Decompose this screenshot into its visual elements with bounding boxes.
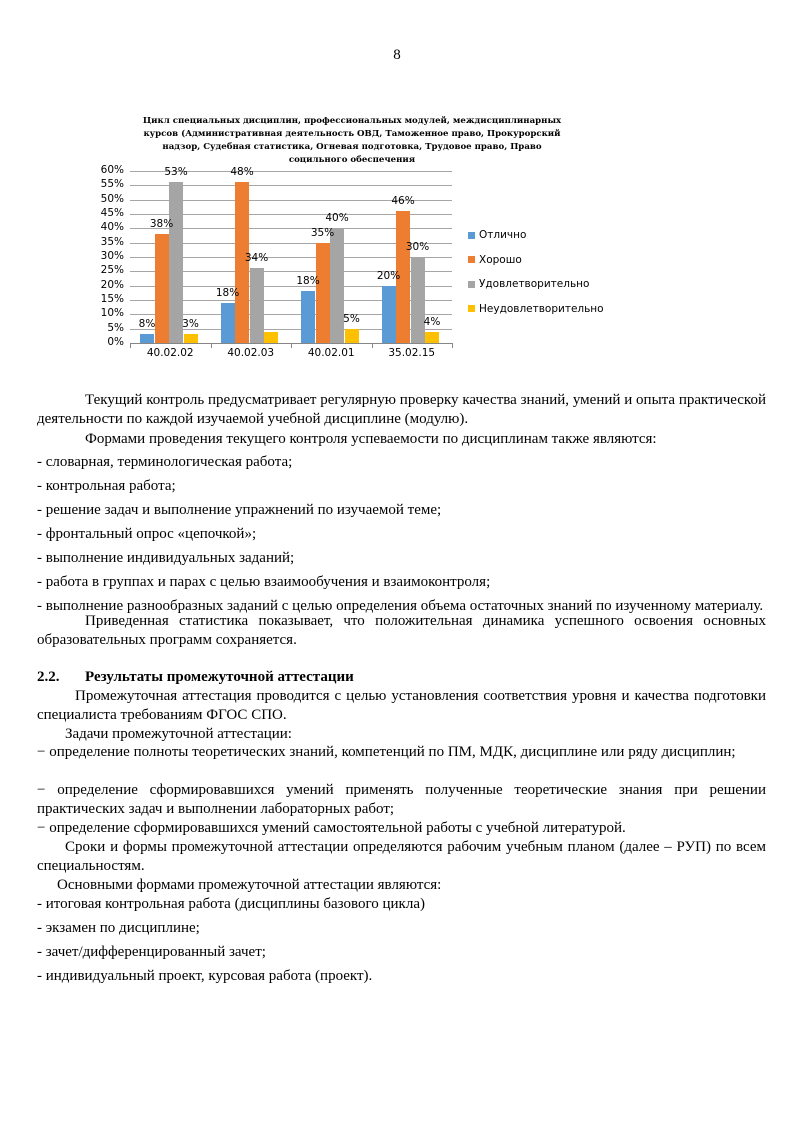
bar (316, 243, 330, 343)
x-tick-label: 40.02.03 (227, 347, 275, 359)
paragraph: Формами проведения текущего контроля успеваемости по дисциплинам также являются: (85, 431, 657, 447)
legend-swatch-icon (468, 256, 475, 263)
bar (345, 329, 359, 343)
list-item: - экзамен по дисциплине; (37, 920, 200, 936)
x-tick-label: 40.02.02 (146, 347, 194, 359)
data-label: 8% (138, 318, 156, 331)
data-label: 18% (296, 275, 320, 288)
chart-legend (468, 223, 604, 321)
y-tick-label: 50% (100, 192, 124, 205)
data-label: 18% (215, 286, 240, 299)
data-label: 4% (423, 315, 441, 328)
paragraph: Основными формами промежуточной аттестации являются: (57, 877, 442, 893)
list-item: - зачет/дифференцированный зачет; (37, 944, 266, 960)
y-tick-label: 25% (100, 264, 124, 277)
legend-swatch-icon (468, 232, 475, 239)
list-item: - решение задач и выполнение упражнений по изучаемой теме; (37, 502, 442, 518)
data-label: 30% (405, 241, 430, 253)
bar (425, 332, 439, 343)
paragraph: Текущий контроль предусматривает регулярную проверку качества знаний, умений и опыта практической деятельности по каждой изучаемой учебной дисциплине (модулю). (37, 392, 766, 427)
section-number: 2.2. (37, 669, 60, 685)
data-label: 46% (391, 195, 415, 208)
bar (140, 334, 154, 343)
paragraph: Сроки и формы промежуточной аттестации определяются рабочим учебным планом (далее – РУП) по всем специальностям. (37, 839, 766, 874)
chart-title-line: надзор, Судебная статистика, Огневая подготовка, Трудовое право, Право (162, 142, 542, 152)
bar (411, 257, 425, 343)
data-label: 40% (325, 212, 349, 225)
legend-item (468, 297, 604, 322)
list-item: - работа в группах и парах с целью взаимообучения и взаимоконтроля; (37, 574, 491, 590)
section-heading (37, 669, 354, 686)
bar (301, 291, 315, 343)
list-item: - контрольная работа; (37, 478, 176, 494)
x-tick-mark (452, 343, 453, 348)
y-tick-label: 35% (100, 235, 124, 248)
bar (382, 286, 396, 343)
list-item: - индивидуальный проект, курсовая работа (проект). (37, 968, 373, 984)
y-tick-label: 15% (100, 293, 124, 305)
data-label: 38% (149, 218, 174, 231)
x-tick-label: 40.02.01 (307, 347, 355, 359)
y-tick-label: 30% (100, 250, 124, 262)
bar (330, 228, 344, 343)
chart-title-line: социльного обеспечения (288, 155, 416, 165)
x-tick-label: 35.02.15 (388, 347, 436, 359)
data-label: 34% (244, 252, 269, 265)
data-label: 35% (310, 226, 335, 239)
plot-area (100, 164, 452, 359)
list-item: - выполнение индивидуальных заданий; (37, 550, 295, 566)
legend-label: Отлично (479, 229, 527, 242)
bar (221, 303, 235, 343)
y-tick-label: 20% (100, 278, 124, 291)
section-title: Результаты промежуточной аттестации (85, 669, 354, 685)
legend-label: Удовлетворительно (479, 278, 590, 291)
legend-label: Неудовлетворительно (479, 302, 604, 315)
chart-title-line: курсов (Административная деятельность ОВД, Таможенное право, Прокурорский (143, 129, 561, 139)
list-item: − определение сформировавшихся умений применять полученные теоретические знания при решении практических задач и выполнении лабораторных работ; (37, 782, 766, 817)
y-tick-label: 60% (100, 164, 124, 176)
data-label: 5% (343, 312, 360, 325)
y-tick-label: 40% (100, 221, 124, 234)
data-label: 53% (164, 166, 188, 179)
list-item: − определение сформировавшихся умений самостоятельной работы с учебной литературой. (37, 820, 626, 836)
list-item: - фронтальный опрос «цепочкой»; (37, 526, 257, 542)
bar (250, 268, 264, 343)
paragraph: Приведенная статистика показывает, что положительная динамика успешного освоения основных образовательных программ сохраняется. (37, 613, 766, 648)
y-tick-label: 45% (100, 207, 124, 219)
y-tick-label: 10% (100, 307, 124, 320)
legend-item (468, 248, 604, 273)
paragraph: Промежуточная аттестация проводится с целью установления соответствия уровня и качества подготовки специалиста требованиям ФГОС СПО. (37, 688, 766, 723)
data-label: 20% (376, 269, 401, 282)
legend-swatch-icon (468, 305, 475, 312)
chart-title-line: Цикл специальных дисциплин, профессиональных модулей, междисциплинарных (142, 116, 562, 126)
y-tick-label: 5% (107, 321, 124, 334)
list-item: - выполнение разнообразных заданий с целью определения объема остаточных знаний по изученному материалу. (37, 598, 764, 614)
legend-item (468, 223, 604, 248)
bar (264, 332, 278, 343)
data-label: 48% (230, 166, 254, 179)
paragraph: Задачи промежуточной аттестации: (65, 726, 292, 742)
list-item: - словарная, терминологическая работа; (37, 454, 293, 470)
bar-chart (90, 110, 650, 370)
data-label: 3% (182, 318, 199, 331)
y-tick-label: 55% (100, 178, 124, 191)
list-item: − определение полноты теоретических знаний, компетенций по ПМ, МДК, дисциплине или ряду дисциплин; (37, 744, 736, 760)
legend-label: Хорошо (479, 253, 522, 266)
list-item: - итоговая контрольная работа (дисциплины базового цикла) (37, 896, 425, 912)
bar (184, 334, 198, 343)
y-tick-label: 0% (107, 336, 124, 348)
page-number: 8 (393, 47, 401, 63)
legend-item (468, 272, 604, 297)
chart-title (142, 115, 562, 167)
legend-swatch-icon (468, 281, 475, 288)
